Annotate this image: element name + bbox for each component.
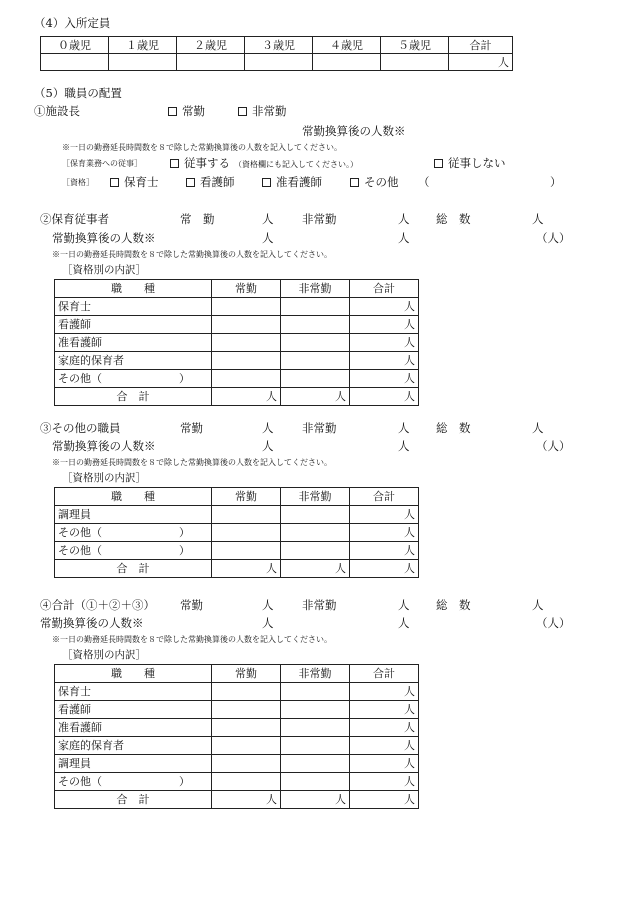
other-label: ③その他の職員 xyxy=(40,421,121,435)
sum-label: ④合計（①＋②＋③） xyxy=(40,598,155,612)
section-4-heading: （4）入所定員 xyxy=(34,16,111,30)
sum-fulltime-label: 常勤 xyxy=(180,598,203,612)
nursery-converted-fulltime-unit: 人 xyxy=(262,231,274,245)
total-header: 合計 xyxy=(449,37,513,54)
fulltime-header: 常勤 xyxy=(212,488,281,506)
age-3-field[interactable] xyxy=(245,54,313,71)
age-1-field[interactable] xyxy=(109,54,177,71)
director-parttime-option[interactable]: 非常勤 xyxy=(238,106,287,118)
director-note: ※一日の勤務延長時間数を８で除した常勤換算後の人数を記入してください。 xyxy=(62,143,342,152)
duty-label: ［保育業務への従事］ xyxy=(62,159,142,168)
sum-converted-parttime-unit: 人 xyxy=(398,616,410,630)
other-breakdown-table xyxy=(54,487,419,578)
nursery-converted-label: 常勤換算後の人数※ xyxy=(52,231,156,245)
job-type-header: 職 種 xyxy=(55,280,212,298)
nursery-fulltime-label: 常 勤 xyxy=(180,212,215,226)
nursery-fulltime-unit: 人 xyxy=(262,212,274,226)
qual-other-option[interactable]: その他 xyxy=(350,177,399,189)
checkbox-icon[interactable] xyxy=(350,178,359,187)
sum-total-label: 総 数 xyxy=(436,598,471,612)
director-converted-label: 常勤換算後の人数※ xyxy=(302,124,406,138)
nursery-breakdown-table xyxy=(54,279,419,406)
table-row: その他（ ） 人 xyxy=(55,773,419,791)
total-row: 合 計 人 人 人 xyxy=(55,560,419,578)
table-row: 調理員 人 xyxy=(55,755,419,773)
qual-label: ［資格］ xyxy=(62,178,94,187)
table-row: 保育士 人 xyxy=(55,683,419,701)
sum-note: ※一日の勤務延長時間数を８で除した常勤換算後の人数を記入してください。 xyxy=(52,635,332,644)
duty-no-option[interactable]: 従事しない xyxy=(434,158,506,170)
age-2-header: ２歳児 xyxy=(177,37,245,54)
other-converted-label: 常勤換算後の人数※ xyxy=(52,439,156,453)
age-4-field[interactable] xyxy=(313,54,381,71)
sum-breakdown-label: ［資格別の内訳］ xyxy=(62,649,146,661)
nursery-note: ※一日の勤務延長時間数を８で除した常勤換算後の人数を記入してください。 xyxy=(52,250,332,259)
qual-assistant-nurse-option[interactable]: 准看護師 xyxy=(262,177,322,189)
sum-converted-total-unit: （人） xyxy=(536,616,571,630)
job-type-header: 職 種 xyxy=(55,665,212,683)
other-total-label: 総 数 xyxy=(436,421,471,435)
checkbox-icon[interactable] xyxy=(262,178,271,187)
fulltime-header: 常勤 xyxy=(212,280,281,298)
total-row: 合 計 人 人 人 xyxy=(55,791,419,809)
nursery-breakdown-label: ［資格別の内訳］ xyxy=(62,264,146,276)
other-fulltime-unit: 人 xyxy=(262,421,274,435)
capacity-table xyxy=(40,36,513,71)
total-row: 合 計 人 人 人 xyxy=(55,388,419,406)
table-row: 家庭的保育者 人 xyxy=(55,352,419,370)
age-5-header: ５歳児 xyxy=(381,37,449,54)
job-type-header: 職 種 xyxy=(55,488,212,506)
table-row: その他（ ） 人 xyxy=(55,524,419,542)
parttime-header: 非常勤 xyxy=(281,488,350,506)
nursery-label: ②保育従事者 xyxy=(40,212,109,226)
checkbox-icon[interactable] xyxy=(170,159,179,168)
fulltime-header: 常勤 xyxy=(212,665,281,683)
qual-other-paren-open: （ xyxy=(418,175,430,189)
sum-total-unit: 人 xyxy=(532,598,544,612)
checkbox-icon[interactable] xyxy=(110,178,119,187)
age-0-header: ０歳児 xyxy=(41,37,109,54)
sum-parttime-label: 非常勤 xyxy=(302,598,337,612)
nursery-total-label: 総 数 xyxy=(436,212,471,226)
sum-converted-fulltime-unit: 人 xyxy=(262,616,274,630)
other-parttime-unit: 人 xyxy=(398,421,410,435)
sum-breakdown-table xyxy=(54,664,419,809)
table-row: 家庭的保育者 人 xyxy=(55,737,419,755)
nursery-parttime-label: 非常勤 xyxy=(302,212,337,226)
checkbox-icon[interactable] xyxy=(186,178,195,187)
duty-yes-option[interactable]: 従事する （資格欄にも記入してください。） xyxy=(170,158,358,170)
other-converted-parttime-unit: 人 xyxy=(398,439,410,453)
table-row: その他（ ） 人 xyxy=(55,542,419,560)
table-row: 准看護師 人 xyxy=(55,719,419,737)
age-0-field[interactable] xyxy=(41,54,109,71)
table-row: 看護師 人 xyxy=(55,316,419,334)
nursery-total-unit: 人 xyxy=(532,212,544,226)
sum-parttime-unit: 人 xyxy=(398,598,410,612)
sum-converted-label: 常勤換算後の人数※ xyxy=(40,616,144,630)
sum-fulltime-unit: 人 xyxy=(262,598,274,612)
table-row: その他（ ） 人 xyxy=(55,370,419,388)
total-header: 合計 xyxy=(350,665,419,683)
table-row: 保育士 人 xyxy=(55,298,419,316)
nursery-converted-total-unit: （人） xyxy=(536,231,571,245)
age-1-header: １歳児 xyxy=(109,37,177,54)
total-header: 合計 xyxy=(350,488,419,506)
other-breakdown-label: ［資格別の内訳］ xyxy=(62,472,146,484)
parttime-header: 非常勤 xyxy=(281,280,350,298)
director-fulltime-option[interactable]: 常勤 xyxy=(168,106,205,118)
other-total-unit: 人 xyxy=(532,421,544,435)
section-5-heading: （5）職員の配置 xyxy=(34,86,122,100)
age-2-field[interactable] xyxy=(177,54,245,71)
checkbox-icon[interactable] xyxy=(238,107,247,116)
other-parttime-label: 非常勤 xyxy=(302,421,337,435)
total-header: 合計 xyxy=(350,280,419,298)
checkbox-icon[interactable] xyxy=(168,107,177,116)
other-note: ※一日の勤務延長時間数を８で除した常勤換算後の人数を記入してください。 xyxy=(52,458,332,467)
qual-other-paren-close: ） xyxy=(550,175,562,189)
nursery-parttime-unit: 人 xyxy=(398,212,410,226)
age-4-header: ４歳児 xyxy=(313,37,381,54)
age-5-field[interactable] xyxy=(381,54,449,71)
nursery-converted-parttime-unit: 人 xyxy=(398,231,410,245)
parttime-header: 非常勤 xyxy=(281,665,350,683)
other-fulltime-label: 常勤 xyxy=(180,421,203,435)
age-3-header: ３歳児 xyxy=(245,37,313,54)
director-label: ①施設長 xyxy=(34,104,80,118)
table-row: 准看護師 人 xyxy=(55,334,419,352)
table-row: 調理員 人 xyxy=(55,506,419,524)
table-row: 看護師 人 xyxy=(55,701,419,719)
qual-nurse-teacher-option[interactable]: 保育士 xyxy=(110,177,159,189)
other-converted-total-unit: （人） xyxy=(536,439,571,453)
checkbox-icon[interactable] xyxy=(434,159,443,168)
other-converted-fulltime-unit: 人 xyxy=(262,439,274,453)
total-field[interactable]: 人 xyxy=(449,54,513,71)
qual-nurse-option[interactable]: 看護師 xyxy=(186,177,235,189)
